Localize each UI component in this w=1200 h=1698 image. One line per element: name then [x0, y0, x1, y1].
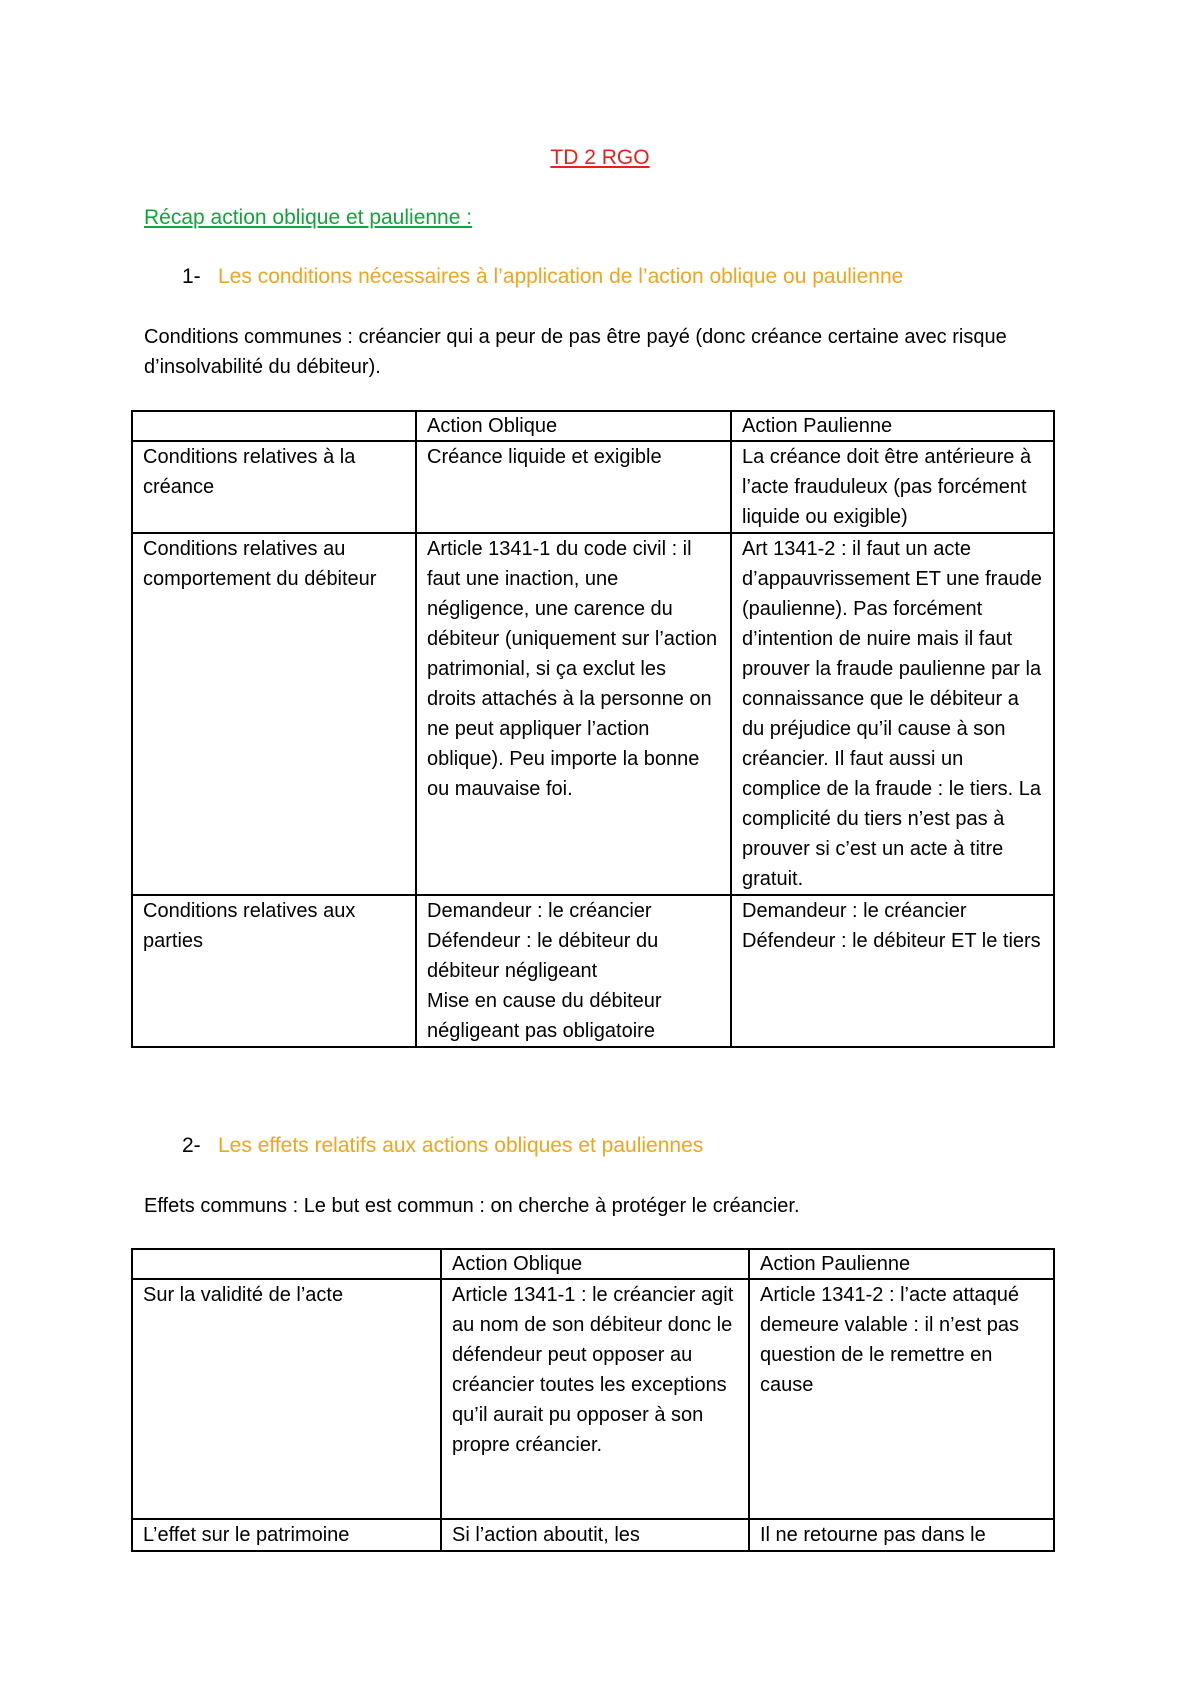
oblique-cell: Article 1341-1 du code civil : il faut une inaction, une négligence, une carence du débiteur (uniquement sur l’action patrimonial, si ça exclut les droits attachés à la personne on ne peut appliquer l’action oblique). Peu importe la bonne ou mauvaise foi. [416, 533, 731, 895]
table-header-cell: Action Paulienne [749, 1249, 1054, 1279]
section-1-intro: Conditions communes : créancier qui a peur de pas être payé (donc créance certaine avec risque d’insolvabilité du débiteur). [144, 326, 1007, 378]
table-row [132, 895, 1054, 1047]
oblique-cell: Demandeur : le créancier Défendeur : le débiteur du débiteur négligeant Mise en cause du débiteur négligeant pas obligatoire [416, 895, 731, 1047]
section-2-intro: Effets communs : Le but est commun : on cherche à protéger le créancier. [144, 1195, 800, 1217]
paulienne-cell: La créance doit être antérieure à l’acte frauduleux (pas forcément liquide ou exigible) [731, 441, 1054, 533]
row-label: Conditions relatives aux parties [132, 895, 416, 1047]
oblique-cell: Si l’action aboutit, les [441, 1519, 749, 1551]
paulienne-cell: Il ne retourne pas dans le [749, 1519, 1054, 1551]
table-row [132, 1519, 1054, 1551]
oblique-cell: Créance liquide et exigible [416, 441, 731, 533]
table-header-cell: Action Oblique [441, 1249, 749, 1279]
conditions-table [131, 410, 1055, 1048]
section-1-number: 1- [182, 265, 201, 288]
recap-subtitle: Récap action oblique et paulienne : [144, 206, 473, 229]
section-2-number: 2- [182, 1134, 201, 1157]
table-header-cell: Action Paulienne [731, 411, 1054, 441]
row-label: Sur la validité de l’acte [132, 1279, 441, 1519]
section-1-heading [182, 265, 903, 289]
row-label: Conditions relatives au comportement du débiteur [132, 533, 416, 895]
effects-table [131, 1248, 1055, 1552]
paulienne-cell: Art 1341-2 : il faut un acte d’appauvrissement ET une fraude (paulienne). Pas forcément d’intention de nuire mais il faut prouver la fraude paulienne par la connaissance que le débiteur a du préjudice qu’il cause à son créancier. Il faut aussi un complice de la fraude : le tiers. La complicité du tiers n’est pas à prouver si c’est un acte à titre gratuit. [731, 533, 1054, 895]
paulienne-cell: Demandeur : le créancier Défendeur : le débiteur ET le tiers [731, 895, 1054, 1047]
table-header-row [132, 1249, 1054, 1279]
oblique-cell: Article 1341-1 : le créancier agit au nom de son débiteur donc le défendeur peut opposer au créancier toutes les exceptions qu’il aurait pu opposer à son propre créancier. [441, 1279, 749, 1519]
section-1-title: Les conditions nécessaires à l’application de l’action oblique ou paulienne [218, 265, 904, 288]
section-2-title: Les effets relatifs aux actions obliques et pauliennes [218, 1134, 704, 1157]
section-2-heading [182, 1134, 703, 1158]
document-title: TD 2 RGO [550, 146, 650, 169]
table-row [132, 533, 1054, 895]
table-row [132, 1279, 1054, 1519]
table-header-cell [132, 1249, 441, 1279]
paulienne-cell: Article 1341-2 : l’acte attaqué demeure valable : il n’est pas question de le remettre en cause [749, 1279, 1054, 1519]
table-header-row [132, 411, 1054, 441]
table-header-cell: Action Oblique [416, 411, 731, 441]
row-label: Conditions relatives à la créance [132, 441, 416, 533]
row-label: L’effet sur le patrimoine [132, 1519, 441, 1551]
table-row [132, 441, 1054, 533]
table-header-cell [132, 411, 416, 441]
